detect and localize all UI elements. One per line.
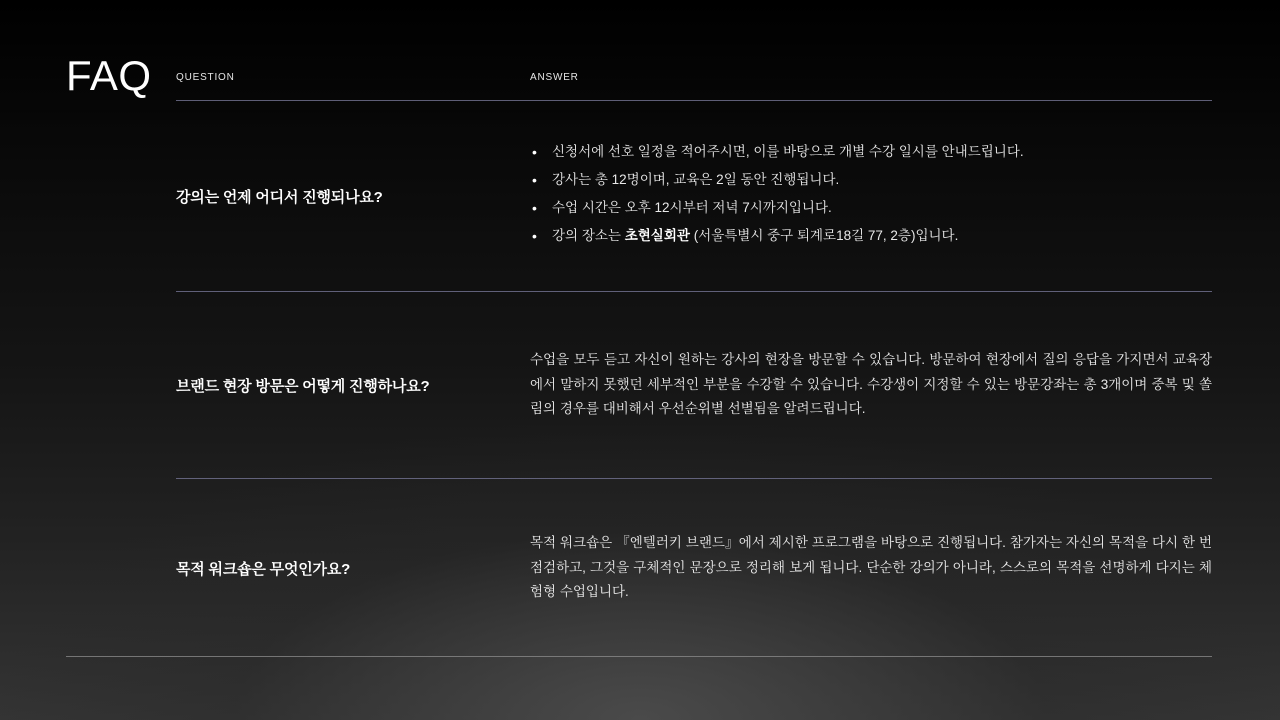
table-row [176, 101, 1212, 291]
table-row [176, 292, 1212, 478]
faq-table [176, 66, 1212, 657]
footer-divider-wrap [66, 656, 1212, 657]
faq-question: 목적 워크숍은 무엇인가요? [176, 560, 351, 578]
column-header-question: QUESTION [176, 72, 235, 83]
column-header-answer: ANSWER [530, 72, 579, 83]
faq-answer [530, 140, 1212, 252]
faq-question: 강의는 언제 어디서 진행되나요? [176, 188, 383, 206]
faq-answer [530, 531, 1212, 606]
answer-bullet-list [530, 140, 1212, 249]
page-title: FAQ [66, 52, 152, 99]
faq-answer [530, 348, 1212, 423]
faq-question: 브랜드 현장 방문은 어떻게 진행하나요? [176, 377, 430, 395]
table-header [176, 66, 1212, 100]
answer-paragraph: 수업을 모두 듣고 자신이 원하는 강사의 현장을 방문할 수 있습니다. 방문하여 현장에서 질의 응답을 가지면서 교육장에서 말하지 못했던 세부적인 부분을 수강할 수 있습니다. 수강생이 지정할 수 있는 방문강좌는 총 3개이며 중복 및 쏠림의 경우를 대비해서 우선순위별 선별됨을 알려드립니다. [530, 351, 1212, 417]
list-item: • 강의 장소는 초현실회관 (서울특별시 중구 퇴계로18길 77, 2층)입니다. [552, 224, 1212, 249]
answer-paragraph: 목적 워크숍은 『엔텔러키 브랜드』에서 제시한 프로그램을 바탕으로 진행됩니다. 참가자는 자신의 목적을 다시 한 번 점검하고, 그것을 구체적인 문장으로 정리해 보게 됩니다. 단순한 강의가 아니라, 스스로의 목적을 선명하게 다지는 체험형 수업입니다. [530, 534, 1212, 600]
list-item: • 강사는 총 12명이며, 교육은 2일 동안 진행됩니다. [552, 168, 1212, 193]
list-item: • 신청서에 선호 일정을 적어주시면, 이를 바탕으로 개별 수강 일시를 안내드립니다. [552, 140, 1212, 165]
table-row [176, 479, 1212, 657]
divider-footer [66, 656, 1212, 657]
list-item: • 수업 시간은 오후 12시부터 저녁 7시까지입니다. [552, 196, 1212, 221]
